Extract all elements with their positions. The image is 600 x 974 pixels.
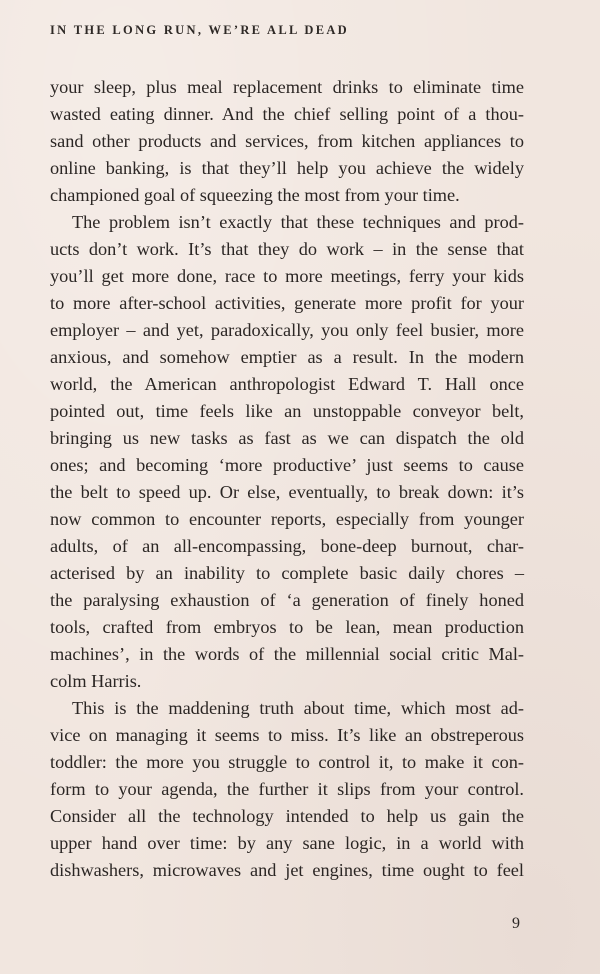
text-line: tools, crafted from embryos to be lean, mean production: [50, 617, 524, 637]
text-line: your sleep, plus meal replacement drinks to eliminate time: [50, 77, 524, 97]
page-number: 9: [512, 915, 520, 932]
text-line: to more after-school activities, generate more profit for your: [50, 293, 524, 313]
text-line: upper hand over time: by any sane logic, in a world with: [50, 833, 524, 853]
text-line: ones; and becoming ‘more productive’ just seems to cause: [50, 455, 524, 475]
body-text: [50, 74, 524, 884]
text-line: dishwashers, microwaves and jet engines, time ought to feel: [50, 860, 524, 880]
text-line: championed goal of squeezing the most from your time.: [50, 185, 460, 205]
text-line: ucts don’t work. It’s that they do work – in the sense that: [50, 239, 524, 259]
text-line: adults, of an all-encompassing, bone-deep burnout, char-: [50, 536, 524, 556]
text-line: anxious, and somehow emptier as a result. In the modern: [50, 347, 524, 367]
text-line: form to your agenda, the further it slips from your control.: [50, 779, 524, 799]
text-line: pointed out, time feels like an unstoppable conveyor belt,: [50, 401, 524, 421]
text-line: acterised by an inability to complete basic daily chores –: [50, 563, 524, 583]
text-line: bringing us new tasks as fast as we can dispatch the old: [50, 428, 524, 448]
text-line: This is the maddening truth about time, which most ad-: [72, 698, 524, 718]
text-line: The problem isn’t exactly that these techniques and prod-: [72, 212, 524, 232]
text-line: wasted eating dinner. And the chief selling point of a thou-: [50, 104, 524, 124]
text-line: now common to encounter reports, especially from younger: [50, 509, 524, 529]
text-line: toddler: the more you struggle to control it, to make it con-: [50, 752, 524, 772]
text-line: the belt to speed up. Or else, eventually, to break down: it’s: [50, 482, 524, 502]
text-line: world, the American anthropologist Edward T. Hall once: [50, 374, 524, 394]
text-line: you’ll get more done, race to more meetings, ferry your kids: [50, 266, 524, 286]
running-head: IN THE LONG RUN, WE’RE ALL DEAD: [50, 23, 350, 37]
text-line: employer – and yet, paradoxically, you only feel busier, more: [50, 320, 524, 340]
text-line: vice on managing it seems to miss. It’s like an obstreperous: [50, 725, 524, 745]
text-line: colm Harris.: [50, 671, 142, 691]
text-line: the paralysing exhaustion of ‘a generation of finely honed: [50, 590, 524, 610]
text-line: Consider all the technology intended to help us gain the: [50, 806, 524, 826]
text-line: sand other products and services, from kitchen appliances to: [50, 131, 524, 151]
text-line: online banking, is that they’ll help you achieve the widely: [50, 158, 524, 178]
text-line: machines’, in the words of the millennial social critic Mal-: [50, 644, 524, 664]
